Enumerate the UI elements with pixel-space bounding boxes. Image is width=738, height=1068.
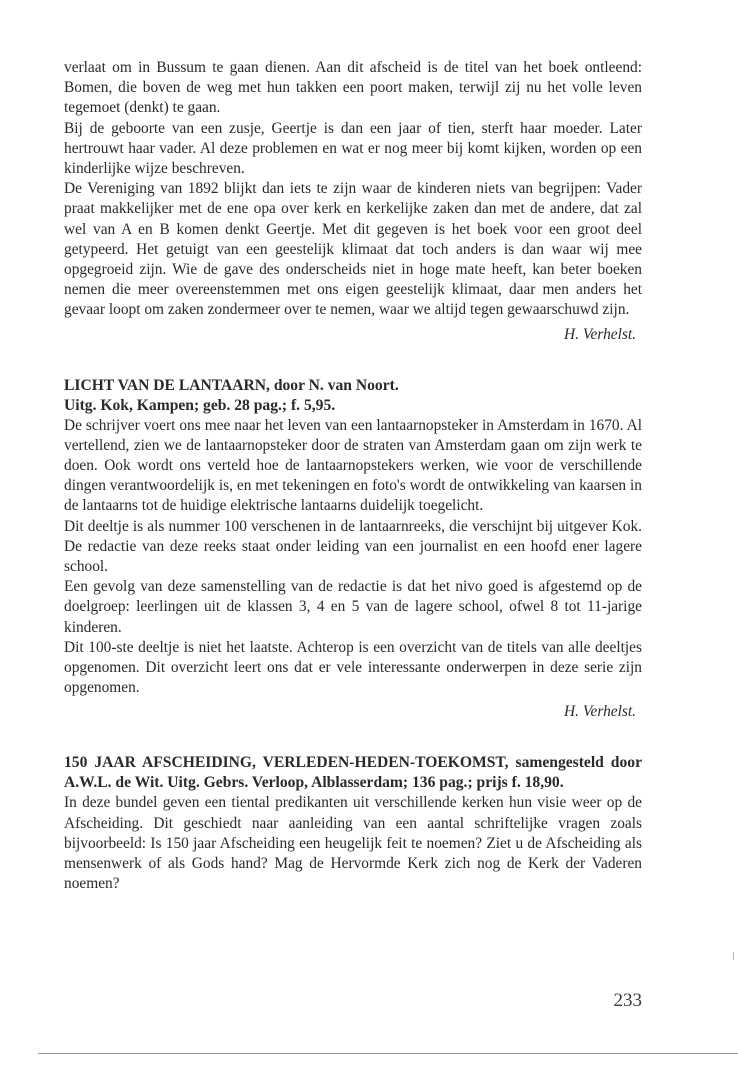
review-heading [64,376,642,416]
intro-section [64,58,642,345]
reviewer-signature: H. Verhelst. [564,325,636,343]
page-number: 233 [613,990,642,1011]
paragraph: Een gevolg van deze samenstelling van de redactie is dat het nivo goed is afgestemd op de doelgroep: leerlingen uit de klassen 3, 4 en 5 van de lagere school, ofwel 8 tot 11-jarige kinderen. [64,578,642,636]
review-title: LICHT VAN DE LANTAARN, door N. van Noort. [64,376,399,394]
paragraph: In deze bundel geven een tiental predikanten uit verschillende kerken hun visie weer op de Afscheiding. Dit geschiedt naar aanleiding van een aantal schriftelijke vragen zoals bijvoorbeeld: Is 150 jaar Afscheiding een heugelijk feit te noemen? Ziet u de Afscheiding als mensenwerk of als Gods hand? Mag de Hervormde Kerk zich nog de Kerk der Vaderen noemen? [64,794,642,893]
paragraph: Dit deeltje is als nummer 100 verschenen in de lantaarnreeks, die verschijnt bij uitgever Kok. De redactie van deze reeks staat onder leiding van een journalist en een hoofd ener lagere school. [64,517,642,576]
review-section [64,376,642,723]
paragraph: De Vereniging van 1892 blijkt dan iets te zijn waar de kinderen niets van begrijpen: Vader praat makkelijker met de ene opa over kerk en kerkelijke zaken dan met de andere, dat zal wel van A en B komen denkt Geertje. Met dit gegeven is het boek voor een groot deel getypeerd. Het getuigt van een geestelijk klimaat dat toch anders is dan waar wij mee opgegroeid zijn. Wie de gave des onderscheids niet in hoge mate heeft, kan beter boeken nemen die meer overeenstemmen met ons eigen geestelijk klimaat, daar men anders het gevaar loopt om zaken zondermeer over te nemen, waar we altijd tegen gewaarschuwd zijn. [64,180,642,319]
paragraph: De schrijver voert ons mee naar het leven van een lantaarnopsteker in Amsterdam in 1670. Al vertellend, zien we de lantaarnopsteker door de straten van Amsterdam gaan om zijn werk te doen. Ook wordt ons verteld hoe de lantaarnopstekers werken, wie voor de verschillende dingen verantwoordelijk is, en met tekeningen en foto's wordt de ontwikkeling van kaarsen in de lantaarns tot de huidige elektrische lantaarns duidelijk toegelicht. [64,416,642,515]
margin-mark [733,952,734,960]
page-body [64,58,642,895]
reviewer-signature: H. Verhelst. [564,703,636,721]
review-publication-info: Uitg. Kok, Kampen; geb. 28 pag.; f. 5,95. [64,396,336,414]
paragraph: verlaat om in Bussum te gaan dienen. Aan dit afscheid is de titel van het boek ontleend: Bomen, die boven de weg met hun takken een poort maken, terwijl zij nu het volle leven tegemoet (denkt) te gaan. [64,59,642,117]
review-section [64,753,642,894]
paragraph: Bij de geboorte van een zusje, Geertje is dan een jaar of tien, sterft haar moeder. Later hertrouwt haar vader. Al deze problemen en wat er nog meer bij komt kijken, worden op een kinderlijke wijze beschreven. [64,119,642,178]
paragraph: Dit 100-ste deeltje is niet het laatste. Achterop is een overzicht van de titels van alle deeltjes opgenomen. Dit overzicht leert ons dat er vele interessante onderwerpen in deze serie zijn opgenomen. [64,638,642,697]
bottom-rule [38,1053,738,1054]
review-heading: 150 JAAR AFSCHEIDING, VERLEDEN-HEDEN-TOEKOMST, samengesteld door A.W.L. de Wit. Uitg. Gebrs. Verloop, Alblasserdam; 136 pag.; prijs f. 18,90. [64,754,642,792]
